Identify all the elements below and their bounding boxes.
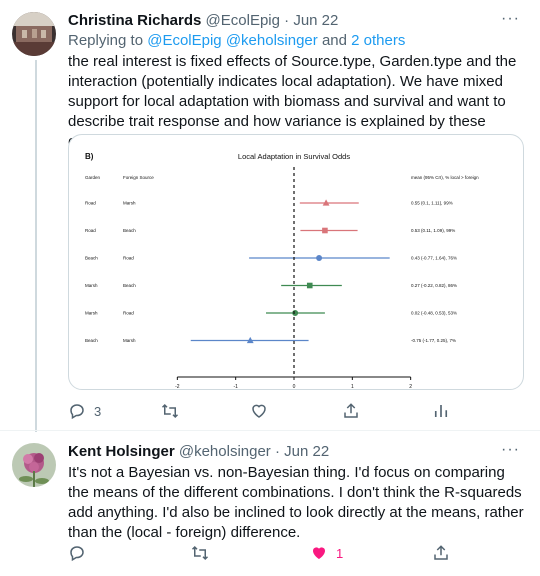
reply-button[interactable] (68, 542, 86, 564)
like-icon (250, 402, 268, 420)
tweet-media-chart[interactable] (68, 134, 524, 390)
reply-button[interactable] (68, 400, 101, 422)
row-source-label: Marsh (123, 200, 136, 206)
forest-plot (69, 135, 524, 390)
tweet-text: It's not a Bayesian vs. non-Bayesian thing. I'd focus on comparing the means of the different combinations. I don't think the R-squareds add anything. I'd also be inclined to look directly at the means, rather than the (local - foreign) difference. (68, 464, 524, 541)
mean-point-square (307, 283, 313, 289)
mean-point-circle (316, 255, 322, 261)
separator-dot: · (274, 443, 280, 460)
retweet-button[interactable] (160, 400, 180, 422)
row-stats-label: 0.43 (-0.77, 1.64), 76% (411, 255, 458, 261)
tweet-actions (68, 542, 468, 566)
replying-and: and (321, 32, 347, 49)
col-header-source: Foreign Source (123, 175, 154, 180)
reply-icon (68, 402, 86, 420)
more-icon[interactable]: ··· (501, 10, 520, 27)
replying-users-link[interactable]: @EcolEpig @keholsinger (147, 32, 318, 49)
author-name[interactable]: Christina Richards (68, 12, 202, 29)
tweet-text: the real interest is fixed effects of Source.type, Garden.type and the interaction (potentially indicates local adaptation). We have mixed support for local adaptation with biomass and survival and want to describe trait response and how variance is explained by these (68, 53, 517, 130)
replying-to (68, 32, 405, 49)
tweet-actions (68, 400, 468, 424)
row-stats-label: -0.75 (-1.77, 0.25), 7% (411, 338, 457, 343)
x-tick-label: 0 (292, 384, 296, 390)
share-button[interactable] (432, 542, 450, 564)
tweet-date[interactable]: Jun 22 (293, 12, 339, 29)
share-icon (432, 544, 450, 562)
x-tick-label: 1 (350, 384, 354, 390)
row-garden-label: Road (85, 228, 96, 233)
row-source-label: Marsh (123, 338, 136, 343)
x-tick-label: -1 (233, 384, 238, 390)
tweet-header (68, 12, 338, 29)
author-name[interactable]: Kent Holsinger (68, 443, 175, 460)
retweet-icon (190, 544, 210, 562)
x-tick-label: 2 (409, 384, 413, 390)
tweet-kent[interactable] (0, 430, 540, 576)
mean-point-circle (292, 310, 298, 316)
analytics-button[interactable] (432, 400, 450, 422)
analytics-icon (432, 402, 450, 420)
tweet-date[interactable]: Jun 22 (284, 443, 330, 460)
row-source-label: Beach (123, 228, 136, 233)
author-handle[interactable]: @keholsinger (178, 443, 271, 460)
row-stats-label: 0.27 (-0.22, 0.82), 86% (411, 283, 458, 288)
thread-line (35, 60, 37, 432)
replying-prefix: Replying to (68, 32, 144, 49)
more-icon[interactable]: ··· (501, 441, 520, 458)
row-stats-label: 0.02 (-0.48, 0.53), 53% (411, 310, 458, 316)
like-button[interactable] (250, 400, 268, 422)
row-garden-label: Beach (85, 338, 98, 343)
avatar-kent[interactable] (12, 443, 56, 487)
row-stats-label: 0.55 (0.1, 1.11), 99% (411, 200, 453, 206)
row-source-label: Beach (123, 283, 136, 288)
chart-title: Local Adaptation in Survival Odds (237, 152, 351, 161)
row-stats-label: 0.53 (0.11, 1.09), 99% (411, 228, 456, 233)
chart-panel-label: B) (85, 152, 94, 161)
col-header-garden: Garden (85, 175, 101, 180)
replying-others-link[interactable]: 2 others (351, 32, 406, 49)
row-garden-label: Beach (85, 255, 98, 261)
col-header-stats: mean (95% CrI), % local > foreign (411, 175, 479, 180)
mean-point-square (322, 228, 328, 234)
x-tick-label: -2 (175, 384, 180, 390)
row-garden-label: Marsh (85, 283, 98, 288)
share-icon (342, 402, 360, 420)
like-icon (310, 544, 328, 562)
like-button[interactable] (310, 542, 343, 564)
author-handle[interactable]: @EcolEpig (205, 12, 280, 29)
avatar-christina[interactable] (12, 12, 56, 56)
reply-icon (68, 544, 86, 562)
retweet-icon (160, 402, 180, 420)
row-source-label: Road (123, 255, 134, 261)
retweet-button[interactable] (190, 542, 210, 564)
share-button[interactable] (342, 400, 360, 422)
reply-count: 3 (94, 403, 102, 419)
like-count: 1 (336, 545, 344, 561)
separator-dot: · (284, 12, 290, 29)
tweet-header (68, 443, 329, 460)
row-garden-label: Marsh (85, 310, 98, 316)
row-source-label: Road (123, 310, 134, 316)
row-garden-label: Road (85, 200, 96, 206)
